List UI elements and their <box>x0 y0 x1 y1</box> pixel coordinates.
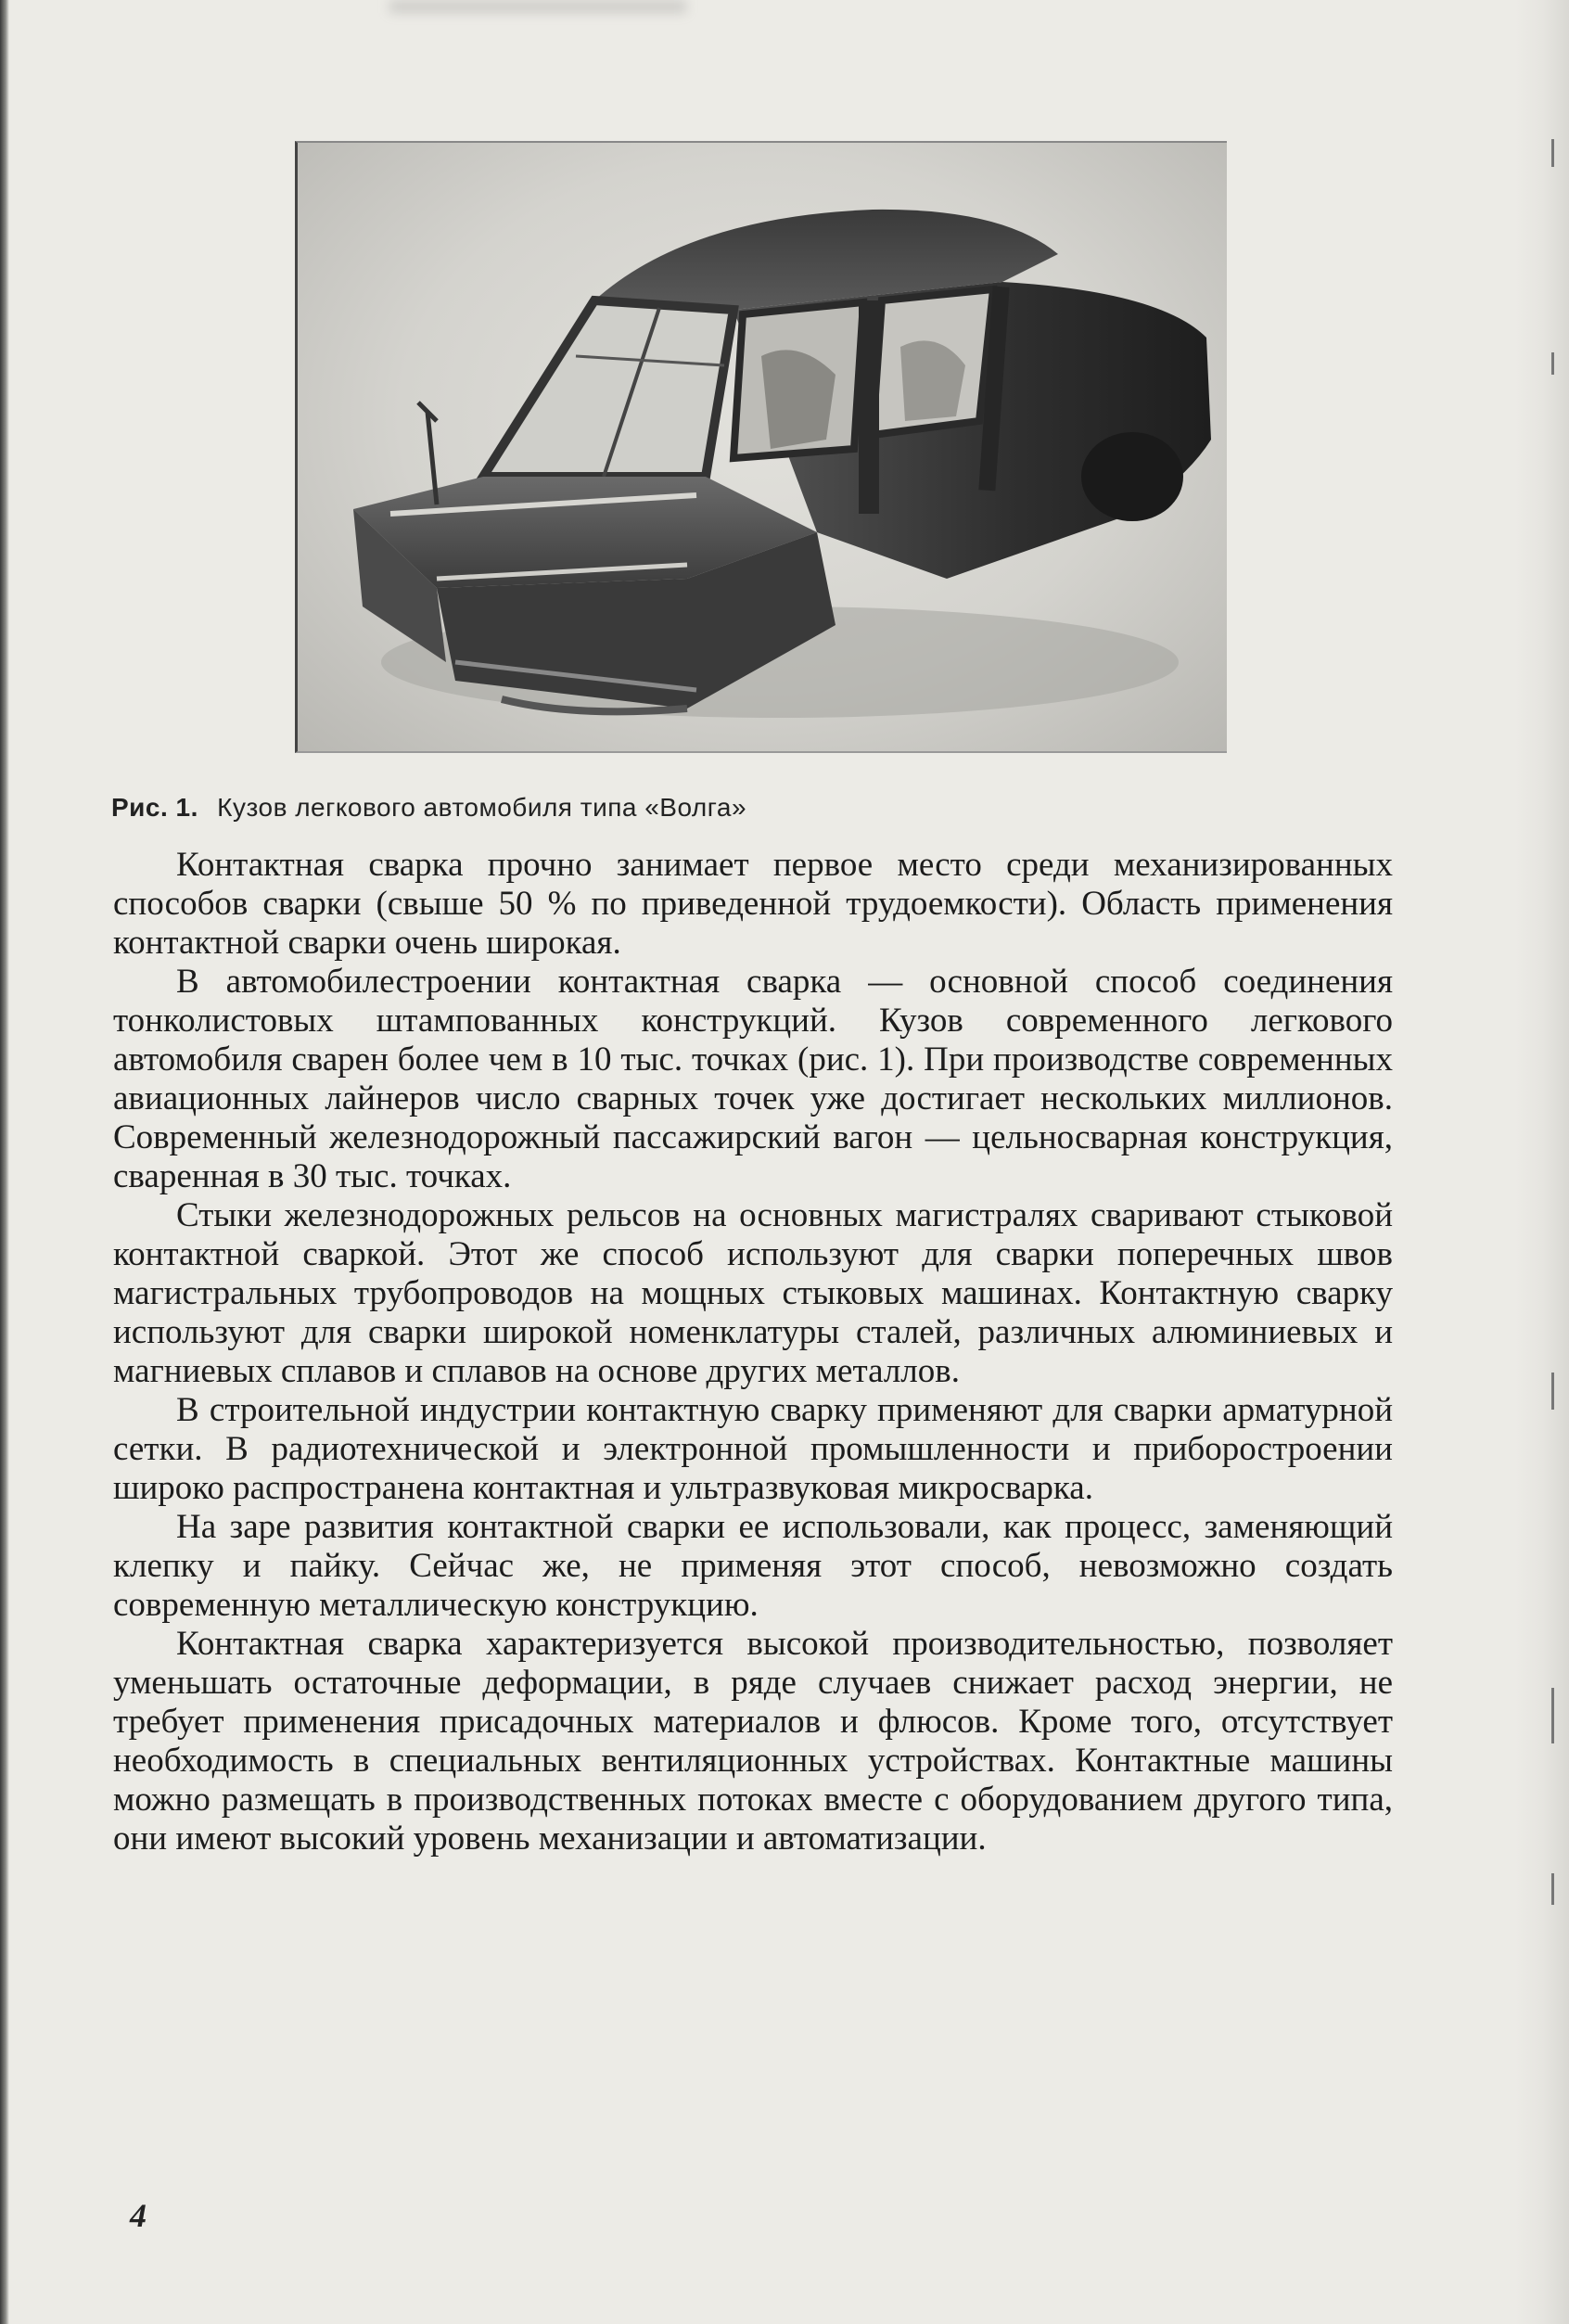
scan-smudge <box>389 0 686 13</box>
scan-mark <box>1551 1873 1554 1905</box>
car-body-illustration <box>298 143 1227 751</box>
figure-caption <box>111 793 1317 823</box>
scan-left-edge <box>0 0 9 2324</box>
car-body-photo <box>295 141 1227 753</box>
paragraph: Контактная сварка характеризуется высокой производительностью, позволяет уменьшать остаточные деформации, в ряде случаев снижает расход энергии, не требует применения присадочных материалов и флюсов. Кроме того, отсутствует необходимость в специальных вентиляционных устройствах. Контактные машины можно размещать в производственных потоках вместе с оборудованием другого типа, они имеют высокий уровень механизации и автоматизации. <box>113 1625 1393 1858</box>
paragraph: В строительной индустрии контактную сварку применяют для сварки арматурной сетки. В радиотехнической и электронной промышленности и приборостроении широко распространена контактная и ультразвуковая микросварка. <box>113 1391 1393 1507</box>
page-number: 4 <box>130 2197 147 2234</box>
scan-right-edge <box>1515 0 1569 2324</box>
body-text <box>113 846 1393 1858</box>
scan-mark <box>1551 139 1554 167</box>
paragraph: На заре развития контактной сварки ее использовали, как процесс, заменяющий клепку и пайку. Сейчас же, не применяя этот способ, невозможно создать современную металлическую конструкцию. <box>113 1508 1393 1624</box>
scan-mark <box>1551 352 1554 375</box>
paragraph: Контактная сварка прочно занимает первое место среди механизированных способов сварки (свыше 50 % по приведенной трудоемкости). Область применения контактной сварки очень широкая. <box>113 846 1393 962</box>
wheel-arch <box>1081 432 1183 521</box>
figure-label: Рис. 1. <box>111 793 198 822</box>
scan-mark <box>1551 1373 1554 1410</box>
scan-mark <box>1551 1688 1554 1743</box>
paragraph: Стыки железнодорожных рельсов на основных магистралях сваривают стыковой контактной сваркой. Этот же способ используют для сварки поперечных швов магистральных трубопроводов на мощных стыковых машинах. Контактную сварку используют для сварки широкой номенклатуры сталей, различных алюминиевых и магниевых сплавов и сплавов на основе других металлов. <box>113 1196 1393 1390</box>
paragraph: В автомобилестроении контактная сварка — основной способ соединения тонколистовых штампованных конструкций. Кузов современного легкового автомобиля сварен более чем в 10 тыс. точках (рис. 1). При производстве современных авиационных лайнеров число сварных точек уже достигает нескольких миллионов. Современный железнодорожный пассажирский вагон — цельносварная конструкция, сваренная в 30 тыс. точках. <box>113 963 1393 1195</box>
windshield-frame <box>483 300 733 477</box>
figure-caption-text: Кузов легкового автомобиля типа «Волга» <box>217 793 747 822</box>
